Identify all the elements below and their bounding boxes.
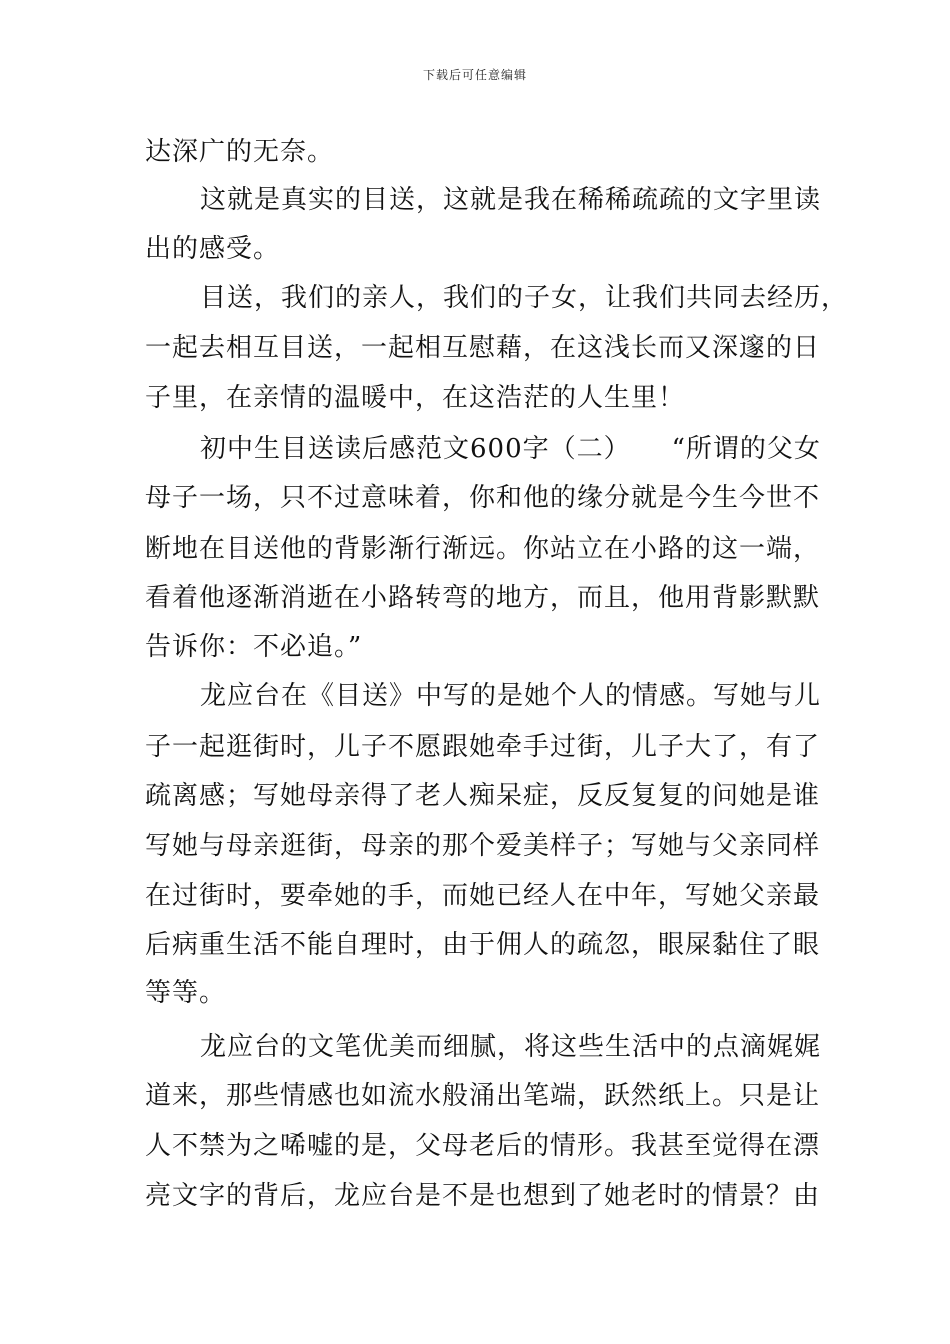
text-line: 看着他逐渐消逝在小路转弯的地方，而且，他用背影默默	[145, 583, 821, 613]
text-line: 子一起逛街时，儿子不愿跟她牵手过街，儿子大了，有了	[145, 732, 821, 762]
text-line: 初中生目送读后感范文600字（二） “所谓的父女	[200, 434, 821, 464]
text-line: 目送，我们的亲人，我们的子女，让我们共同去经历，	[200, 283, 849, 313]
page-header: 下载后可任意编辑	[422, 68, 527, 82]
text-line: 达深广的无奈。	[145, 137, 335, 167]
text-line: 人不禁为之唏嘘的是，父母老后的情形。我甚至觉得在漂	[145, 1131, 821, 1161]
text-line: 写她与母亲逛街，母亲的那个爱美样子；写她与父亲同样	[145, 831, 821, 861]
text-line: 龙应台在《目送》中写的是她个人的情感。写她与儿	[200, 681, 822, 711]
text-line: 在过街时，要牵她的手，而她已经人在中年，写她父亲最	[145, 881, 821, 911]
text-line: 疏离感；写她母亲得了老人痴呆症，反反复复的问她是谁	[145, 781, 821, 811]
text-line: 道来，那些情感也如流水般涌出笔端，跃然纸上。只是让	[145, 1081, 821, 1111]
text-line: 子里，在亲情的温暖中，在这浩茫的人生里！	[145, 383, 686, 413]
text-line: 断地在目送他的背影渐行渐远。你站立在小路的这一端，	[145, 534, 821, 564]
text-line: 亮文字的背后，龙应台是不是也想到了她老时的情景？由	[145, 1181, 821, 1211]
text-line: 后病重生活不能自理时，由于佣人的疏忽，眼屎黏住了眼	[145, 930, 821, 960]
text-line: 出的感受。	[145, 234, 281, 264]
text-line: 这就是真实的目送，这就是我在稀稀疏疏的文字里读	[200, 185, 822, 215]
text-line: 告诉你：不必追。”	[145, 632, 363, 662]
text-line: 母子一场，只不过意味着，你和他的缘分就是今生今世不	[145, 483, 821, 513]
text-line: 等等。	[145, 978, 227, 1008]
text-line: 龙应台的文笔优美而细腻，将这些生活中的点滴娓娓	[200, 1032, 822, 1062]
text-line: 一起去相互目送，一起相互慰藉，在这浅长而又深邃的日	[145, 333, 821, 363]
